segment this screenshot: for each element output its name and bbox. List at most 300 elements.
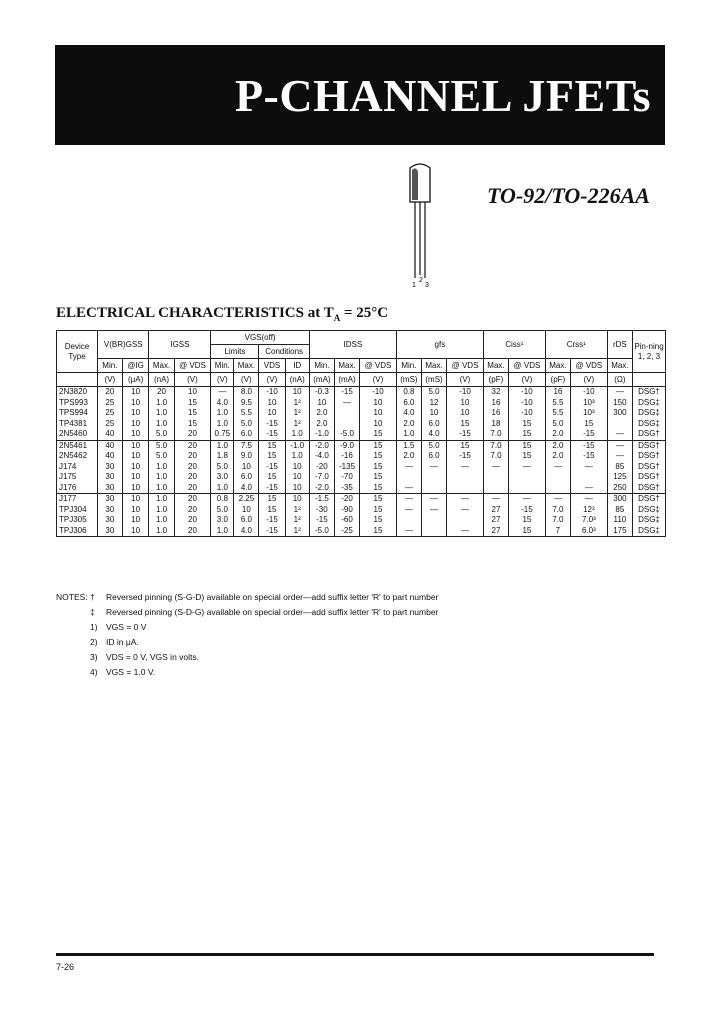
- pinning-cell: DSG‡: [633, 398, 666, 409]
- value-cell: 3.0: [211, 472, 234, 483]
- value-cell: -15: [259, 515, 285, 526]
- pinning-cell: DSG†: [633, 440, 666, 451]
- value-cell: 5.5: [234, 408, 259, 419]
- value-cell: 30: [98, 462, 123, 473]
- pinning-cell: DSG†: [633, 483, 666, 494]
- value-cell: —: [396, 462, 421, 473]
- value-cell: —: [396, 483, 421, 494]
- header-igss: IGSS: [149, 331, 211, 359]
- value-cell: 4.0: [396, 408, 421, 419]
- value-cell: 7.0³: [570, 515, 607, 526]
- value-cell: -15: [259, 483, 285, 494]
- value-cell: 15: [174, 398, 211, 409]
- value-cell: —: [607, 451, 632, 462]
- subheader: Min.: [98, 359, 123, 373]
- value-cell: -30: [309, 505, 334, 516]
- value-cell: 1.0: [149, 494, 174, 505]
- header-crss: Crss¹: [545, 331, 607, 359]
- value-cell: [334, 408, 359, 419]
- value-cell: 10: [122, 483, 149, 494]
- value-cell: [509, 472, 546, 483]
- device-type-cell: J177: [57, 494, 98, 505]
- value-cell: 30: [98, 515, 123, 526]
- value-cell: 1.5: [396, 440, 421, 451]
- value-cell: 125: [607, 472, 632, 483]
- value-cell: 15: [360, 515, 397, 526]
- value-cell: 15: [174, 419, 211, 430]
- value-cell: 15: [360, 451, 397, 462]
- value-cell: 20: [174, 494, 211, 505]
- value-cell: 15: [360, 472, 397, 483]
- value-cell: 1²: [285, 408, 309, 419]
- unit: (V): [360, 373, 397, 387]
- value-cell: 16: [483, 408, 508, 419]
- value-cell: —: [607, 429, 632, 440]
- value-cell: -15: [570, 429, 607, 440]
- value-cell: 4.0: [211, 398, 234, 409]
- value-cell: 10: [122, 526, 149, 537]
- section-title-sub: A: [333, 313, 341, 323]
- note-symbol: 1): [90, 622, 98, 632]
- note-item: [56, 620, 438, 635]
- device-type-cell: TPJ305: [57, 515, 98, 526]
- value-cell: —: [396, 505, 421, 516]
- value-cell: 10: [285, 387, 309, 398]
- value-cell: 10: [122, 440, 149, 451]
- value-cell: 20: [174, 440, 211, 451]
- table-row: [57, 494, 666, 505]
- value-cell: 250: [607, 483, 632, 494]
- value-cell: 6.0³: [570, 526, 607, 537]
- value-cell: 8.0: [234, 387, 259, 398]
- value-cell: 15: [509, 451, 546, 462]
- value-cell: 27: [483, 505, 508, 516]
- value-cell: —: [421, 505, 446, 516]
- value-cell: [396, 472, 421, 483]
- value-cell: 1²: [285, 526, 309, 537]
- value-cell: 7.0: [483, 451, 508, 462]
- electrical-characteristics-table: [56, 330, 666, 537]
- subheader: @ VDS: [174, 359, 211, 373]
- value-cell: —: [447, 462, 484, 473]
- value-cell: 6.0: [234, 472, 259, 483]
- value-cell: 30: [98, 494, 123, 505]
- value-cell: 1.0: [149, 462, 174, 473]
- device-type-cell: J176: [57, 483, 98, 494]
- table-row: [57, 462, 666, 473]
- value-cell: 6.0: [421, 419, 446, 430]
- subheader: @IG: [122, 359, 149, 373]
- value-cell: -10: [259, 387, 285, 398]
- unit: (mA): [309, 373, 334, 387]
- title-banner: [55, 45, 665, 145]
- value-cell: 6.0: [396, 398, 421, 409]
- value-cell: 7: [545, 526, 570, 537]
- value-cell: -90: [334, 505, 359, 516]
- value-cell: 1²: [285, 515, 309, 526]
- value-cell: 300: [607, 408, 632, 419]
- value-cell: -2.0: [309, 483, 334, 494]
- value-cell: 30: [98, 526, 123, 537]
- value-cell: 32: [483, 387, 508, 398]
- value-cell: 175: [607, 526, 632, 537]
- value-cell: 15: [360, 462, 397, 473]
- value-cell: 12: [421, 398, 446, 409]
- value-cell: 7.0: [545, 505, 570, 516]
- table-row: [57, 515, 666, 526]
- value-cell: —: [396, 494, 421, 505]
- value-cell: 10: [234, 505, 259, 516]
- package-label: TO-92/TO-226AA: [487, 183, 650, 208]
- table-row: [57, 440, 666, 451]
- value-cell: 15: [174, 408, 211, 419]
- value-cell: 15: [509, 429, 546, 440]
- value-cell: 10: [122, 462, 149, 473]
- value-cell: [545, 483, 570, 494]
- value-cell: 15: [360, 526, 397, 537]
- value-cell: [421, 483, 446, 494]
- value-cell: [421, 472, 446, 483]
- value-cell: 10: [360, 398, 397, 409]
- value-cell: 2.0: [545, 451, 570, 462]
- value-cell: 25: [98, 408, 123, 419]
- value-cell: 10: [447, 408, 484, 419]
- unit: (V): [98, 373, 123, 387]
- value-cell: [447, 515, 484, 526]
- header-vbr: V(BR)GSS: [98, 331, 149, 359]
- value-cell: —: [570, 462, 607, 473]
- value-cell: 5.0: [211, 462, 234, 473]
- value-cell: 2.0: [396, 419, 421, 430]
- value-cell: 10: [285, 462, 309, 473]
- value-cell: 10: [309, 398, 334, 409]
- value-cell: 1.0: [149, 408, 174, 419]
- value-cell: [334, 419, 359, 430]
- subheader-row: [57, 359, 666, 373]
- value-cell: -15: [570, 440, 607, 451]
- subheader: ID: [285, 359, 309, 373]
- unit-pinning: [633, 373, 666, 387]
- value-cell: -1.0: [309, 429, 334, 440]
- value-cell: 15: [360, 494, 397, 505]
- value-cell: -15: [447, 451, 484, 462]
- value-cell: 20: [174, 472, 211, 483]
- section-title-text: ELECTRICAL CHARACTERISTICS at T: [56, 305, 334, 321]
- subheader: Max.: [607, 359, 632, 373]
- header-ciss: Ciss¹: [483, 331, 545, 359]
- note-item: [56, 665, 438, 680]
- value-cell: —: [447, 505, 484, 516]
- value-cell: 20: [98, 387, 123, 398]
- value-cell: -15: [447, 429, 484, 440]
- value-cell: 6.0: [421, 451, 446, 462]
- value-cell: 10: [285, 472, 309, 483]
- note-item: [56, 590, 438, 605]
- value-cell: 2.0: [309, 419, 334, 430]
- notes-label: NOTES:: [56, 592, 88, 602]
- subheader: @ VDS: [447, 359, 484, 373]
- value-cell: 10: [122, 398, 149, 409]
- pinning-cell: DSG†: [633, 462, 666, 473]
- value-cell: 15: [509, 526, 546, 537]
- value-cell: 2.25: [234, 494, 259, 505]
- device-type-cell: 2N3820: [57, 387, 98, 398]
- pinning-cell: DSG†: [633, 387, 666, 398]
- value-cell: -60: [334, 515, 359, 526]
- value-cell: 0.8: [396, 387, 421, 398]
- value-cell: 7.0: [483, 429, 508, 440]
- value-cell: 1.0: [211, 483, 234, 494]
- value-cell: 5.5: [545, 408, 570, 419]
- value-cell: 10: [122, 429, 149, 440]
- value-cell: 10: [234, 462, 259, 473]
- value-cell: 18: [483, 419, 508, 430]
- value-cell: 1.0: [211, 440, 234, 451]
- value-cell: 20: [174, 483, 211, 494]
- unit: (V): [174, 373, 211, 387]
- value-cell: 30: [98, 505, 123, 516]
- pinning-cell: DSG‡: [633, 505, 666, 516]
- value-cell: 10: [285, 494, 309, 505]
- value-cell: 10: [259, 398, 285, 409]
- value-cell: 1²: [285, 398, 309, 409]
- value-cell: [545, 472, 570, 483]
- value-cell: 15: [259, 440, 285, 451]
- value-cell: 15: [509, 440, 546, 451]
- value-cell: [570, 472, 607, 483]
- value-cell: 4.0: [234, 526, 259, 537]
- value-cell: -1.0: [285, 440, 309, 451]
- note-text: Reversed pinning (S-D-G) available on special order—add suffix letter 'R' to part number: [106, 607, 439, 617]
- subheader: Max.: [334, 359, 359, 373]
- value-cell: [421, 526, 446, 537]
- pinning-cell: DSG‡: [633, 419, 666, 430]
- unit: (nA): [149, 373, 174, 387]
- header-idss: IDSS: [309, 331, 396, 359]
- value-cell: -7.0: [309, 472, 334, 483]
- value-cell: 1.0: [149, 515, 174, 526]
- value-cell: -10: [509, 408, 546, 419]
- value-cell: 10³: [570, 398, 607, 409]
- device-type-cell: 2N5461: [57, 440, 98, 451]
- footer-rule: [56, 953, 654, 956]
- value-cell: —: [483, 494, 508, 505]
- table-row: [57, 419, 666, 430]
- value-cell: 2.0: [309, 408, 334, 419]
- note-symbol: †: [90, 592, 95, 602]
- value-cell: 1.0: [211, 526, 234, 537]
- value-cell: 10³: [570, 408, 607, 419]
- unit: (Ω): [607, 373, 632, 387]
- device-type-cell: 2N5462: [57, 451, 98, 462]
- value-cell: 20: [174, 462, 211, 473]
- value-cell: 1²: [285, 505, 309, 516]
- value-cell: 6.0: [234, 515, 259, 526]
- value-cell: 4.0: [234, 483, 259, 494]
- unit: (mS): [396, 373, 421, 387]
- value-cell: 15: [360, 429, 397, 440]
- value-cell: 15: [360, 505, 397, 516]
- table-row: [57, 451, 666, 462]
- value-cell: 10: [421, 408, 446, 419]
- to92-package-icon: [400, 160, 440, 290]
- value-cell: 20: [174, 515, 211, 526]
- value-cell: —: [607, 440, 632, 451]
- header-device-type: Device Type: [57, 331, 98, 373]
- header-rds: rDS: [607, 331, 632, 359]
- section-title: [56, 305, 388, 323]
- note-text: ID in μA.: [106, 637, 139, 647]
- value-cell: 10: [174, 387, 211, 398]
- value-cell: [447, 472, 484, 483]
- value-cell: 1.0: [149, 483, 174, 494]
- value-cell: -25: [334, 526, 359, 537]
- device-type-cell: TP4381: [57, 419, 98, 430]
- unit: (pF): [545, 373, 570, 387]
- pinning-cell: DSG†: [633, 494, 666, 505]
- value-cell: —: [421, 494, 446, 505]
- table-row: [57, 505, 666, 516]
- value-cell: 15: [259, 472, 285, 483]
- unit: (mS): [421, 373, 446, 387]
- value-cell: -15: [259, 419, 285, 430]
- subheader: Min.: [211, 359, 234, 373]
- value-cell: -135: [334, 462, 359, 473]
- table-row: [57, 408, 666, 419]
- value-cell: -10: [360, 387, 397, 398]
- value-cell: 1.0: [285, 429, 309, 440]
- value-cell: 7.0: [483, 440, 508, 451]
- value-cell: 5.0: [211, 505, 234, 516]
- value-cell: 15: [259, 451, 285, 462]
- value-cell: 15: [447, 440, 484, 451]
- subheader: Max.: [421, 359, 446, 373]
- value-cell: —: [211, 387, 234, 398]
- value-cell: —: [396, 526, 421, 537]
- value-cell: 27: [483, 526, 508, 537]
- value-cell: 40: [98, 451, 123, 462]
- device-type-cell: TPJ304: [57, 505, 98, 516]
- value-cell: [421, 515, 446, 526]
- value-cell: 1²: [285, 419, 309, 430]
- value-cell: 10: [285, 483, 309, 494]
- unit: (mA): [334, 373, 359, 387]
- value-cell: -15: [570, 451, 607, 462]
- subheader: Max.: [234, 359, 259, 373]
- value-cell: 0.8: [211, 494, 234, 505]
- value-cell: 1.0: [211, 419, 234, 430]
- unit: (V): [211, 373, 234, 387]
- value-cell: 1.0: [396, 429, 421, 440]
- value-cell: 15: [259, 505, 285, 516]
- value-cell: 5.0: [149, 440, 174, 451]
- subheader: Min.: [309, 359, 334, 373]
- notes: [56, 590, 438, 680]
- value-cell: 10: [259, 408, 285, 419]
- table-row: [57, 398, 666, 409]
- value-cell: 1.0: [149, 472, 174, 483]
- value-cell: —: [570, 494, 607, 505]
- value-cell: -15: [334, 387, 359, 398]
- value-cell: —: [421, 462, 446, 473]
- value-cell: 5.0: [421, 387, 446, 398]
- value-cell: 15: [360, 483, 397, 494]
- value-cell: —: [334, 398, 359, 409]
- value-cell: 5.5: [545, 398, 570, 409]
- unit: (V): [259, 373, 285, 387]
- value-cell: —: [447, 494, 484, 505]
- value-cell: 15: [509, 515, 546, 526]
- value-cell: -10: [447, 387, 484, 398]
- device-type-cell: 2N5460: [57, 429, 98, 440]
- value-cell: 1.0: [149, 505, 174, 516]
- note-text: VDS = 0 V, VGS in volts.: [106, 652, 199, 662]
- value-cell: 10: [122, 515, 149, 526]
- value-cell: 150: [607, 398, 632, 409]
- header-pinning: Pin-ning 1, 2, 3: [633, 331, 666, 373]
- value-cell: -10: [509, 398, 546, 409]
- device-type-cell: TPJ306: [57, 526, 98, 537]
- value-cell: 30: [98, 483, 123, 494]
- value-cell: -20: [309, 462, 334, 473]
- value-cell: 10: [360, 408, 397, 419]
- value-cell: -15: [259, 526, 285, 537]
- svg-text:3: 3: [425, 282, 429, 289]
- value-cell: 7.0: [545, 515, 570, 526]
- table-row: [57, 387, 666, 398]
- value-cell: -35: [334, 483, 359, 494]
- header-vgsoff-conditions: Conditions: [259, 345, 309, 359]
- value-cell: -15: [259, 429, 285, 440]
- unit: (nA): [285, 373, 309, 387]
- note-item: [56, 650, 438, 665]
- value-cell: -10: [570, 387, 607, 398]
- note-symbol: 2): [90, 637, 98, 647]
- value-cell: —: [509, 462, 546, 473]
- unit: (V): [570, 373, 607, 387]
- value-cell: -2.0: [309, 440, 334, 451]
- unit: (pF): [483, 373, 508, 387]
- value-cell: [396, 515, 421, 526]
- value-cell: 10: [122, 408, 149, 419]
- value-cell: 9.0: [234, 451, 259, 462]
- value-cell: —: [570, 483, 607, 494]
- value-cell: 10: [122, 505, 149, 516]
- value-cell: 10: [122, 494, 149, 505]
- unit: (V): [234, 373, 259, 387]
- subheader: Max.: [483, 359, 508, 373]
- value-cell: —: [607, 387, 632, 398]
- page-title: P-CHANNEL JFETs: [234, 70, 651, 121]
- subheader: Min.: [396, 359, 421, 373]
- svg-text:1: 1: [412, 282, 416, 289]
- units-row: [57, 373, 666, 387]
- value-cell: 6.0: [234, 429, 259, 440]
- value-cell: -15: [309, 515, 334, 526]
- pinning-cell: DSG†: [633, 451, 666, 462]
- value-cell: 2.0: [545, 440, 570, 451]
- subheader: @ VDS: [570, 359, 607, 373]
- value-cell: 5.0: [545, 419, 570, 430]
- value-cell: -4.0: [309, 451, 334, 462]
- value-cell: -16: [334, 451, 359, 462]
- pinning-cell: DSG†: [633, 472, 666, 483]
- unit: (V): [447, 373, 484, 387]
- subheader: Max.: [149, 359, 174, 373]
- value-cell: 16: [483, 398, 508, 409]
- value-cell: 1.0: [149, 398, 174, 409]
- value-cell: 40: [98, 440, 123, 451]
